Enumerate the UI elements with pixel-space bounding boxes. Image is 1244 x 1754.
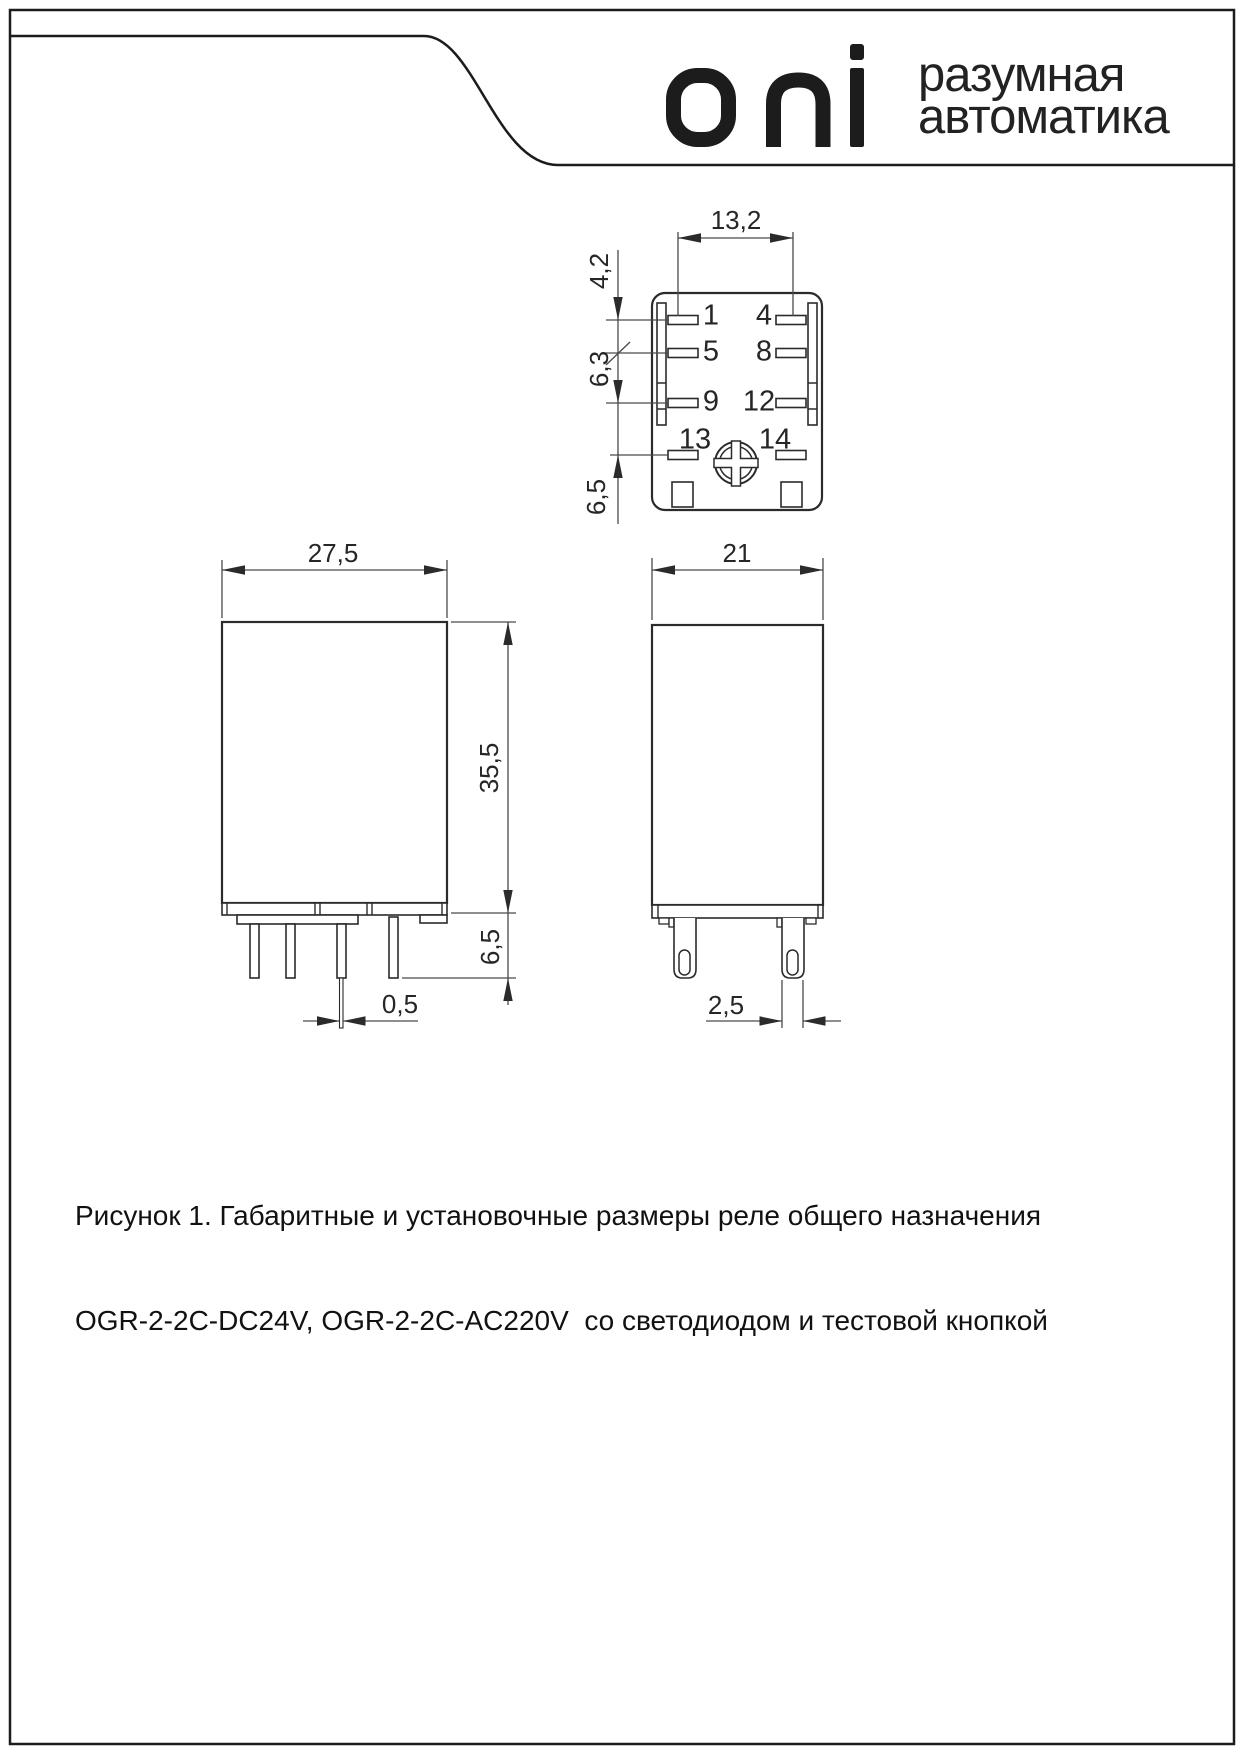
pin-number-1: 1 bbox=[702, 299, 720, 332]
front-lower-plate bbox=[237, 915, 358, 924]
front-body-outline bbox=[222, 622, 447, 903]
front-pin-c bbox=[337, 924, 346, 978]
pin-number-4: 4 bbox=[755, 299, 773, 332]
pin-number-8: 8 bbox=[755, 335, 773, 368]
dim-label-depth-21: 21 bbox=[722, 538, 752, 568]
figure-caption bbox=[75, 1128, 1048, 1408]
front-base-strip bbox=[222, 903, 447, 915]
pin-8-pad bbox=[776, 349, 806, 358]
side-view bbox=[652, 558, 841, 1028]
pin-5-pad bbox=[668, 349, 698, 358]
logo-letter-n bbox=[774, 80, 824, 147]
pin-12-pad bbox=[776, 399, 806, 408]
dim-label-bottom-offset-6-5: 6,5 bbox=[581, 478, 611, 516]
side-base-strip bbox=[652, 905, 823, 918]
dim-label-pin-length-6-5: 6,5 bbox=[475, 928, 505, 966]
square-opening-left bbox=[672, 482, 693, 507]
pin-number-9: 9 bbox=[702, 385, 720, 418]
side-tab-right bbox=[806, 918, 816, 924]
pin-number-5: 5 bbox=[702, 335, 720, 368]
side-pin-slot-right bbox=[787, 950, 798, 975]
side-tab-left bbox=[659, 918, 669, 924]
pin-1-pad bbox=[668, 316, 698, 325]
brand-tagline-line1: разумная bbox=[918, 48, 1125, 102]
brand-tagline-line2: автоматика bbox=[918, 90, 1169, 144]
logo-letter-i-stem bbox=[850, 68, 864, 147]
logo-letter-o bbox=[674, 76, 729, 140]
front-pin-d bbox=[389, 917, 398, 978]
dim-label-pin-spacing-13-2: 13,2 bbox=[710, 205, 762, 235]
left-rail bbox=[657, 303, 666, 425]
right-rail bbox=[808, 303, 817, 425]
front-pin-a bbox=[250, 924, 259, 978]
dim-label-pin-thickness-0-5: 0,5 bbox=[381, 989, 419, 1019]
pin-9-pad bbox=[668, 399, 698, 408]
dim-label-pin-width-2-5: 2,5 bbox=[707, 990, 745, 1020]
pin-number-14: 14 bbox=[758, 423, 792, 456]
pin-layout-view bbox=[603, 232, 822, 524]
oni-logo bbox=[674, 44, 865, 147]
front-view bbox=[222, 560, 516, 1028]
pin-number-12: 12 bbox=[742, 385, 776, 418]
front-pin-c-tip bbox=[340, 978, 344, 1028]
dim-label-top-offset-4-2: 4,2 bbox=[584, 252, 614, 290]
front-right-plate bbox=[420, 915, 447, 923]
square-opening-right bbox=[781, 482, 802, 507]
dim-label-row-spacing-6-3: 6,3 bbox=[584, 350, 614, 388]
page-border bbox=[10, 10, 1234, 1744]
dim-label-height-35-5: 35,5 bbox=[474, 742, 504, 794]
pin-4-pad bbox=[776, 316, 806, 325]
side-pin-slot-left bbox=[679, 950, 690, 975]
figure-caption-line2: OGR-2-2C-DC24V, OGR-2-2C-AC220V со светодиодом и тестовой кнопкой bbox=[75, 1305, 1048, 1336]
pin-number-13: 13 bbox=[678, 423, 712, 456]
front-pin-b bbox=[286, 924, 295, 978]
logo-letter-i-dot bbox=[850, 44, 864, 60]
figure-caption-line1: Рисунок 1. Габаритные и установочные размеры реле общего назначения bbox=[75, 1200, 1042, 1231]
side-body-outline bbox=[652, 625, 823, 905]
dim-label-width-27-5: 27,5 bbox=[307, 538, 359, 568]
